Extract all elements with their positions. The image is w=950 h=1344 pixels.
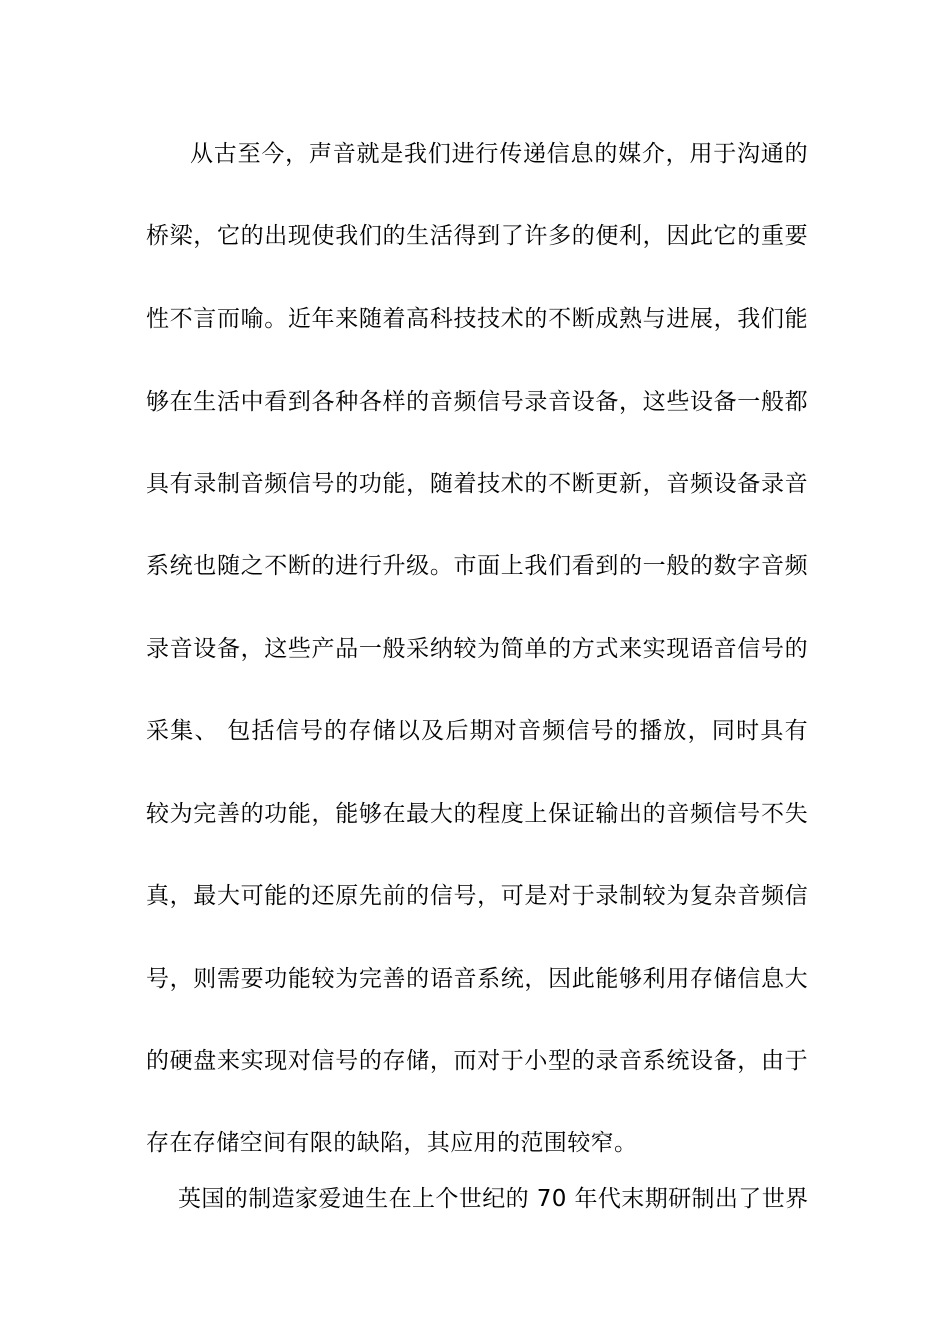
paragraph-1-line-5: 具有录制音频信号的功能，随着技术的不断更新，音频设备录音 bbox=[146, 471, 808, 497]
paragraph-1-line-11: 号，则需要功能较为完善的语音系统，因此能够利用存储信息大 bbox=[146, 966, 808, 992]
paragraph-1-line-1: 从古至今，声音就是我们进行传递信息的媒介，用于沟通的 bbox=[190, 141, 808, 167]
paragraph-1-line-3: 性不言而喻。近年来随着高科技技术的不断成熟与进展，我们能 bbox=[146, 306, 808, 332]
paragraph-1-line-2: 桥梁，它的出现使我们的生活得到了许多的便利，因此它的重要 bbox=[146, 223, 808, 249]
paragraph-1-line-8: 采集、 包括信号的存储以及后期对音频信号的播放，同时具有 bbox=[146, 718, 808, 744]
paragraph-1-line-10: 真，最大可能的还原先前的信号，可是对于录制较为复杂音频信 bbox=[146, 883, 808, 909]
paragraph-1-line-12: 的硬盘来实现对信号的存储，而对于小型的录音系统设备，由于 bbox=[146, 1048, 808, 1074]
paragraph-2-line-1: 英国的制造家爱迪生在上个世纪的 70 年代末期研制出了世界 bbox=[178, 1186, 808, 1212]
paragraph-1-line-4: 够在生活中看到各种各样的音频信号录音设备，这些设备一般都 bbox=[146, 389, 808, 415]
paragraph-1-line-6: 系统也随之不断的进行升级。市面上我们看到的一般的数字音频 bbox=[146, 553, 808, 579]
paragraph-1-line-9: 较为完善的功能，能够在最大的程度上保证输出的音频信号不失 bbox=[146, 801, 808, 827]
paragraph-1-line-7: 录音设备，这些产品一般采纳较为简单的方式来实现语音信号的 bbox=[146, 636, 808, 662]
paragraph-1-line-13: 存在存储空间有限的缺陷，其应用的范围较窄。 bbox=[146, 1130, 638, 1156]
